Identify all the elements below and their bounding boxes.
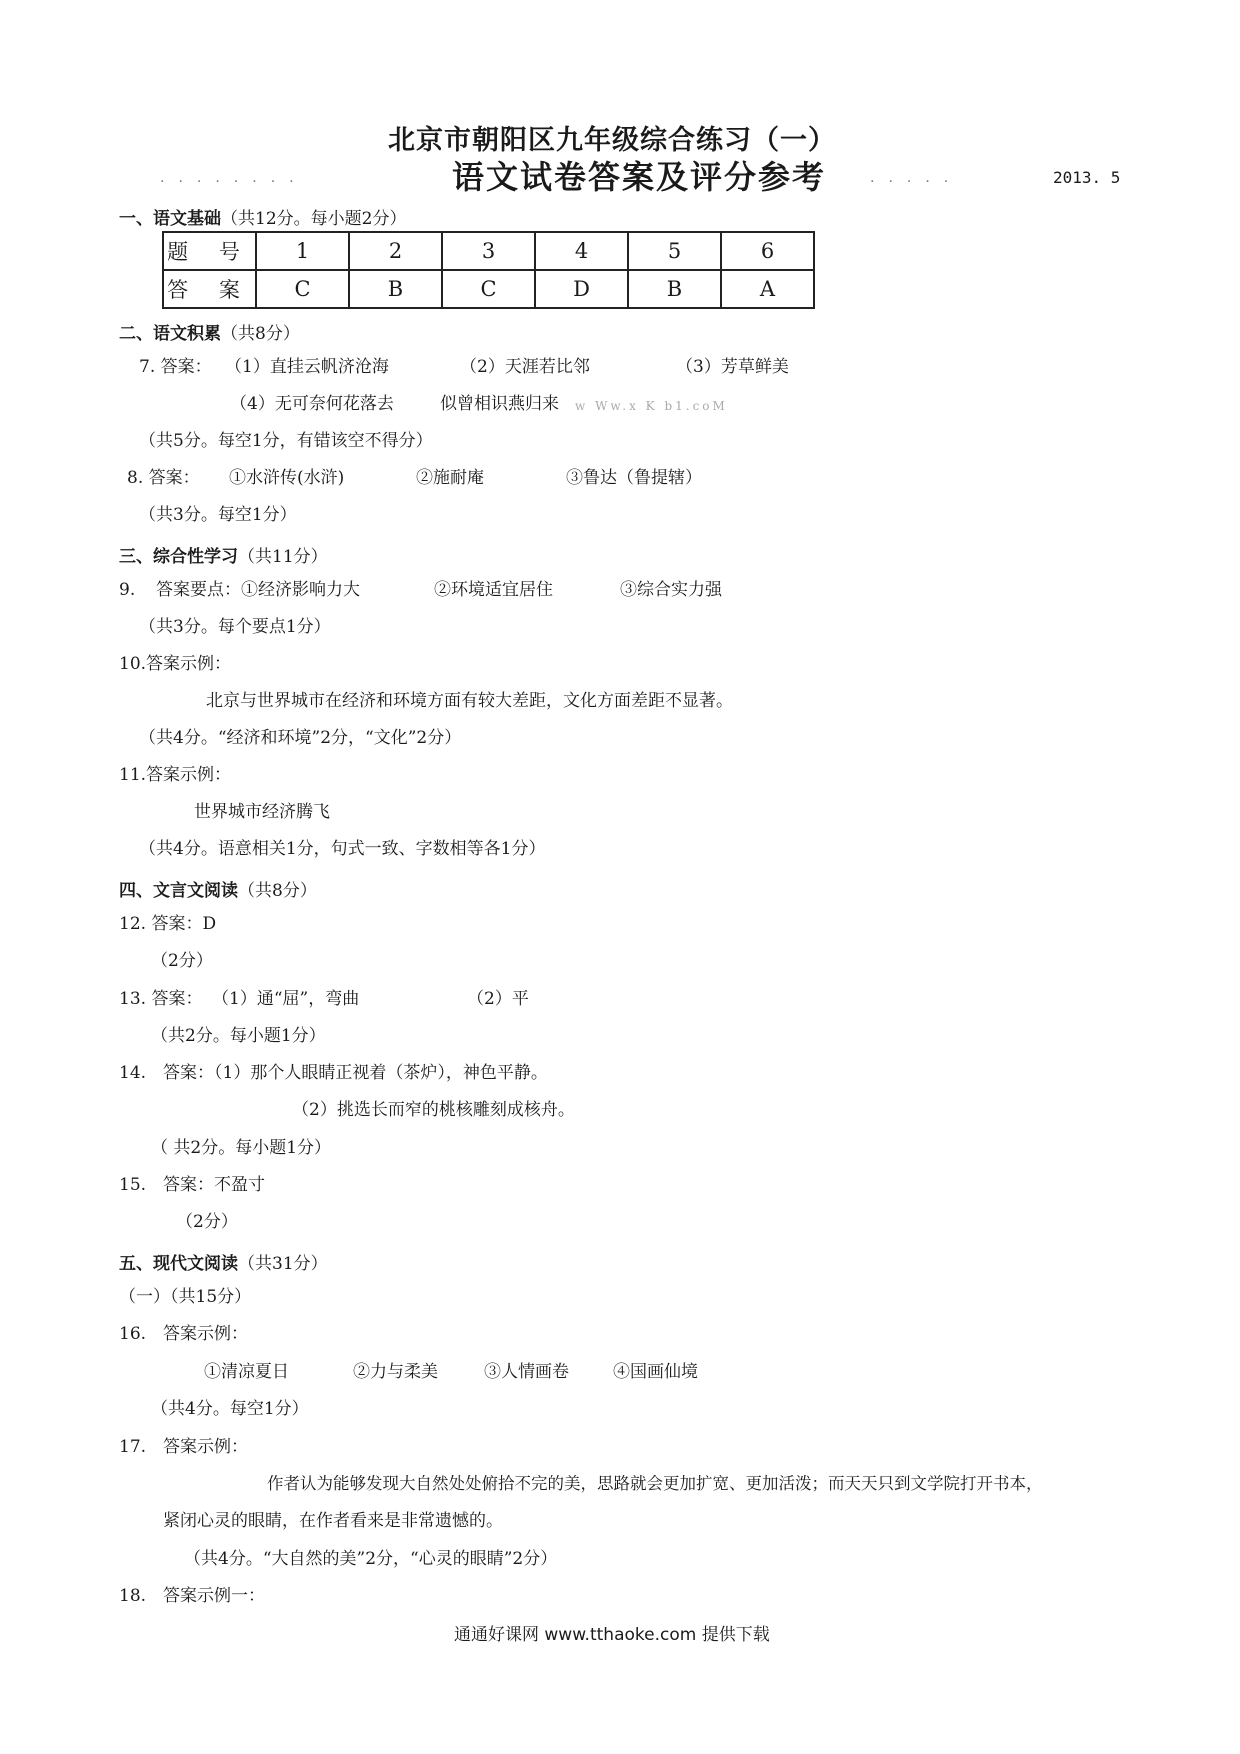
section-title: 四、文言文阅读 [119, 881, 238, 901]
q14-answer-2: （2）挑选长而窄的桃核雕刻成核舟。 [292, 1100, 575, 1120]
row-label-answer: 答 案 [163, 270, 256, 308]
q13-answer-2: （2）平 [467, 989, 529, 1009]
q9-score: （共3分。每个要点1分） [139, 617, 331, 637]
q10-label: 10.答案示例： [119, 654, 232, 674]
table-cell: 5 [628, 232, 721, 270]
page-subtitle: 语文试卷答案及评分参考 [452, 158, 827, 196]
table-cell: 6 [721, 232, 814, 270]
q15-answer: 答案：不盈寸 [163, 1175, 265, 1195]
q8-answer-1: ①水浒传(水浒) [229, 468, 345, 488]
row-label-question: 题 号 [163, 232, 256, 270]
q17-score: （共4分。“大自然的美”2分，“心灵的眼睛”2分） [184, 1549, 558, 1569]
section-note: （共12分。每小题2分） [221, 209, 407, 229]
page-title: 北京市朝阳区九年级综合练习（一） [388, 125, 836, 156]
table-cell: 2 [349, 232, 442, 270]
table-cell: C [256, 270, 349, 308]
section-title: 三、综合性学习 [119, 547, 238, 567]
section-heading-1 [119, 204, 406, 229]
q14-score: （ 共2分。每小题1分） [151, 1138, 332, 1158]
q8-score: （共3分。每空1分） [139, 505, 297, 525]
section-note: （共31分） [238, 1254, 328, 1274]
q13-score: （共2分。每小题1分） [151, 1026, 326, 1046]
section-note: （共8分） [221, 324, 300, 344]
q7-answer-2: （2）天涯若比邻 [460, 357, 590, 377]
section-title: 一、语文基础 [119, 209, 221, 229]
section-heading-3 [119, 542, 328, 567]
section-heading-5 [119, 1249, 328, 1274]
q9-answer-2: ②环境适宜居住 [434, 580, 553, 600]
q17-answer-line-1: 作者认为能够发现大自然处处俯拾不完的美，思路就会更加扩宽、更加活泼；而天天只到文学院打开书本， [267, 1474, 1043, 1493]
q7-answer-3: （3）芳草鲜美 [676, 357, 789, 377]
q7-score: （共5分。每空1分，有错该空不得分） [139, 431, 433, 451]
q7-answer-4: （4）无可奈何花落去 [230, 394, 394, 414]
exam-date: 2013. 5 [1053, 168, 1121, 187]
q11-score: （共4分。语意相关1分，句式一致、字数相等各1分） [139, 839, 546, 859]
table-cell: D [535, 270, 628, 308]
q16-score: （共4分。每空1分） [151, 1399, 309, 1419]
q15-label: 15. [119, 1175, 147, 1195]
section-title: 五、现代文阅读 [119, 1254, 238, 1274]
dotted-leader-left: ........ [160, 170, 308, 186]
q10-answer: 北京与世界城市在经济和环境方面有较大差距，文化方面差距不显著。 [206, 691, 733, 711]
table-row [163, 232, 814, 270]
q8-label: 8. 答案： [127, 468, 200, 488]
q9-answer-1: 答案要点：①经济影响力大 [156, 580, 360, 600]
answer-table [162, 231, 815, 309]
q18-prompt: 答案示例一： [163, 1586, 265, 1606]
q17-label: 17. [119, 1437, 147, 1457]
q11-label: 11.答案示例： [119, 765, 232, 785]
q7-answer-5: 似曾相识燕归来 [440, 394, 559, 414]
table-cell: 4 [535, 232, 628, 270]
watermark: w Ww.x K b1.coM [575, 399, 728, 413]
section-title: 二、语文积累 [119, 324, 221, 344]
section-heading-4 [119, 876, 317, 901]
q8-answer-2: ②施耐庵 [416, 468, 484, 488]
q13-answer-1: （1）通“屈”，弯曲 [212, 989, 360, 1009]
q9-label: 9. [119, 580, 136, 600]
q15-score: （2分） [176, 1212, 238, 1232]
section-note: （共11分） [238, 547, 328, 567]
table-cell: B [349, 270, 442, 308]
q12-answer: 12. 答案：D [119, 914, 217, 934]
table-cell: C [442, 270, 535, 308]
table-cell: 3 [442, 232, 535, 270]
q17-answer-line-2: 紧闭心灵的眼睛，在作者看来是非常遗憾的。 [163, 1511, 503, 1531]
q17-prompt: 答案示例： [163, 1437, 248, 1457]
table-cell: 1 [256, 232, 349, 270]
q7-label: 7. 答案： [139, 357, 212, 377]
table-row [163, 270, 814, 308]
q12-score: （2分） [151, 951, 213, 971]
dotted-leader-right: ..... [870, 170, 963, 186]
q16-answer-3: ③人情画卷 [484, 1362, 569, 1382]
q16-answer-4: ④国画仙境 [613, 1362, 698, 1382]
q7-answer-1: （1）直挂云帆济沧海 [225, 357, 389, 377]
q16-answer-1: ①清凉夏日 [204, 1362, 289, 1382]
q11-answer: 世界城市经济腾飞 [194, 802, 330, 822]
q14-label: 14. [119, 1063, 147, 1083]
q18-label: 18. [119, 1586, 147, 1606]
q16-label: 16. [119, 1324, 147, 1344]
table-cell: A [721, 270, 814, 308]
section-heading-2 [119, 319, 300, 344]
q13-label: 13. 答案： [119, 989, 203, 1009]
q16-prompt: 答案示例： [163, 1324, 248, 1344]
q10-score: （共4分。“经济和环境”2分，“文化”2分） [139, 728, 462, 748]
q14-answer-1: 答案：（1）那个人眼睛正视着（茶炉），神色平静。 [163, 1063, 548, 1083]
table-cell: B [628, 270, 721, 308]
footer-source: 通通好课网 www.tthaoke.com 提供下载 [454, 1625, 770, 1645]
q8-answer-3: ③鲁达（鲁提辖） [566, 468, 702, 488]
q16-answer-2: ②力与柔美 [353, 1362, 438, 1382]
section-note: （共8分） [238, 881, 317, 901]
q9-answer-3: ③综合实力强 [620, 580, 722, 600]
subsection-1: （一）（共15分） [119, 1287, 252, 1307]
